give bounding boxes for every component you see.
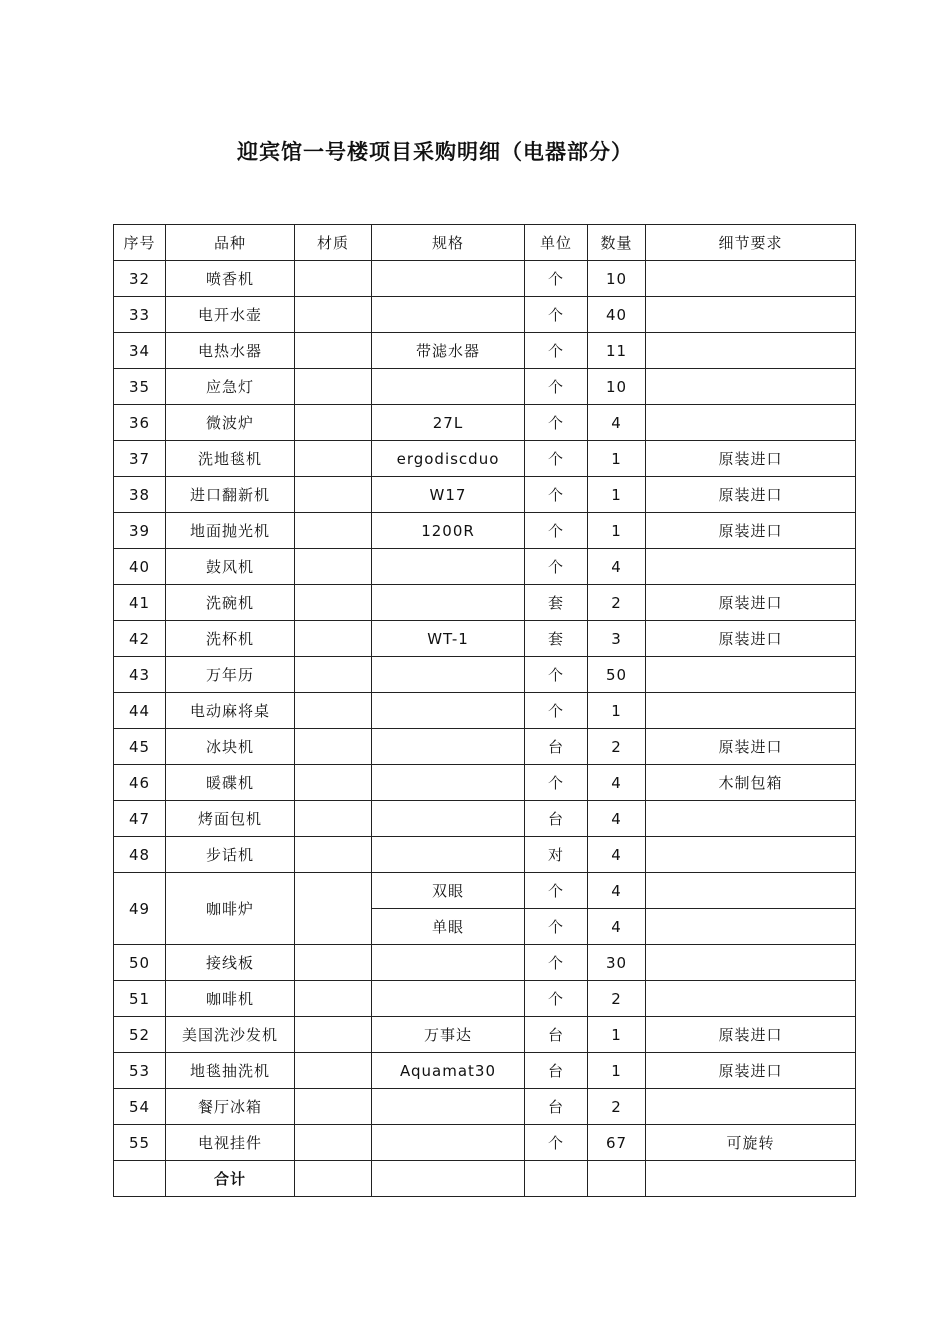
cell-name: 电开水壶 bbox=[166, 297, 295, 333]
cell-name: 进口翻新机 bbox=[166, 477, 295, 513]
cell-seq: 37 bbox=[114, 441, 166, 477]
cell-material bbox=[295, 837, 372, 873]
table-row bbox=[114, 369, 856, 405]
cell-unit: 个 bbox=[525, 297, 588, 333]
cell-name: 步话机 bbox=[166, 837, 295, 873]
cell-qty: 40 bbox=[588, 297, 646, 333]
cell-qty: 4 bbox=[588, 873, 646, 909]
cell-qty: 1 bbox=[588, 513, 646, 549]
cell-qty: 2 bbox=[588, 981, 646, 1017]
cell-detail bbox=[646, 981, 856, 1017]
cell-qty: 4 bbox=[588, 909, 646, 945]
cell-material bbox=[295, 477, 372, 513]
cell-spec bbox=[372, 693, 525, 729]
cell-qty: 50 bbox=[588, 657, 646, 693]
cell-qty: 1 bbox=[588, 441, 646, 477]
cell-detail bbox=[646, 909, 856, 945]
cell-material bbox=[295, 801, 372, 837]
cell-detail: 原装进口 bbox=[646, 1053, 856, 1089]
total-label: 合计 bbox=[166, 1161, 295, 1197]
cell-spec bbox=[372, 1125, 525, 1161]
cell-spec: 单眼 bbox=[372, 909, 525, 945]
cell-name: 咖啡机 bbox=[166, 981, 295, 1017]
cell-spec: 1200R bbox=[372, 513, 525, 549]
cell-seq: 47 bbox=[114, 801, 166, 837]
table-row bbox=[114, 981, 856, 1017]
cell-material bbox=[295, 693, 372, 729]
table-row bbox=[114, 405, 856, 441]
cell-material bbox=[295, 765, 372, 801]
table-row bbox=[114, 837, 856, 873]
header-spec: 规格 bbox=[372, 225, 525, 261]
cell-unit: 个 bbox=[525, 765, 588, 801]
cell-seq: 36 bbox=[114, 405, 166, 441]
cell-unit: 台 bbox=[525, 1017, 588, 1053]
cell-unit: 套 bbox=[525, 585, 588, 621]
cell-detail bbox=[646, 333, 856, 369]
cell-material bbox=[295, 513, 372, 549]
cell-empty bbox=[295, 1161, 372, 1197]
header-seq: 序号 bbox=[114, 225, 166, 261]
cell-material bbox=[295, 405, 372, 441]
cell-name: 冰块机 bbox=[166, 729, 295, 765]
cell-spec bbox=[372, 261, 525, 297]
cell-material bbox=[295, 1053, 372, 1089]
cell-spec bbox=[372, 549, 525, 585]
cell-name: 接线板 bbox=[166, 945, 295, 981]
cell-unit: 个 bbox=[525, 693, 588, 729]
cell-seq: 51 bbox=[114, 981, 166, 1017]
cell-seq: 54 bbox=[114, 1089, 166, 1125]
cell-unit: 个 bbox=[525, 909, 588, 945]
cell-unit: 个 bbox=[525, 333, 588, 369]
header-unit: 单位 bbox=[525, 225, 588, 261]
cell-detail bbox=[646, 801, 856, 837]
table-row bbox=[114, 1017, 856, 1053]
cell-material bbox=[295, 549, 372, 585]
cell-spec bbox=[372, 297, 525, 333]
table-row bbox=[114, 765, 856, 801]
cell-name: 电动麻将桌 bbox=[166, 693, 295, 729]
cell-detail bbox=[646, 837, 856, 873]
cell-detail: 可旋转 bbox=[646, 1125, 856, 1161]
cell-empty bbox=[372, 1161, 525, 1197]
table-row bbox=[114, 585, 856, 621]
cell-name: 烤面包机 bbox=[166, 801, 295, 837]
cell-qty: 11 bbox=[588, 333, 646, 369]
cell-qty: 1 bbox=[588, 693, 646, 729]
cell-material bbox=[295, 369, 372, 405]
cell-unit: 个 bbox=[525, 477, 588, 513]
cell-empty bbox=[646, 1161, 856, 1197]
cell-detail bbox=[646, 549, 856, 585]
cell-seq: 32 bbox=[114, 261, 166, 297]
cell-spec: W17 bbox=[372, 477, 525, 513]
cell-spec bbox=[372, 837, 525, 873]
cell-detail: 原装进口 bbox=[646, 1017, 856, 1053]
cell-seq: 53 bbox=[114, 1053, 166, 1089]
header-material: 材质 bbox=[295, 225, 372, 261]
cell-seq: 50 bbox=[114, 945, 166, 981]
cell-seq: 52 bbox=[114, 1017, 166, 1053]
cell-name: 喷香机 bbox=[166, 261, 295, 297]
cell-name: 万年历 bbox=[166, 657, 295, 693]
cell-detail: 原装进口 bbox=[646, 621, 856, 657]
cell-spec bbox=[372, 765, 525, 801]
table-row bbox=[114, 261, 856, 297]
cell-unit: 台 bbox=[525, 729, 588, 765]
cell-detail bbox=[646, 873, 856, 909]
cell-detail: 原装进口 bbox=[646, 729, 856, 765]
cell-unit: 个 bbox=[525, 945, 588, 981]
cell-spec: Aquamat30 bbox=[372, 1053, 525, 1089]
cell-spec bbox=[372, 585, 525, 621]
cell-spec: 27L bbox=[372, 405, 525, 441]
header-name: 品种 bbox=[166, 225, 295, 261]
cell-unit: 台 bbox=[525, 1089, 588, 1125]
cell-detail: 原装进口 bbox=[646, 477, 856, 513]
cell-material bbox=[295, 1089, 372, 1125]
cell-qty: 1 bbox=[588, 1053, 646, 1089]
cell-name: 应急灯 bbox=[166, 369, 295, 405]
cell-material bbox=[295, 261, 372, 297]
cell-spec bbox=[372, 657, 525, 693]
table-row bbox=[114, 477, 856, 513]
cell-name: 洗地毯机 bbox=[166, 441, 295, 477]
cell-material bbox=[295, 981, 372, 1017]
cell-unit: 个 bbox=[525, 405, 588, 441]
cell-seq: 39 bbox=[114, 513, 166, 549]
cell-detail bbox=[646, 369, 856, 405]
table-row bbox=[114, 333, 856, 369]
cell-qty: 4 bbox=[588, 765, 646, 801]
cell-qty: 30 bbox=[588, 945, 646, 981]
cell-unit: 个 bbox=[525, 657, 588, 693]
cell-seq bbox=[114, 1161, 166, 1197]
cell-qty: 1 bbox=[588, 1017, 646, 1053]
cell-spec: 双眼 bbox=[372, 873, 525, 909]
cell-name: 洗碗机 bbox=[166, 585, 295, 621]
cell-detail bbox=[646, 693, 856, 729]
cell-detail bbox=[646, 657, 856, 693]
cell-qty: 4 bbox=[588, 549, 646, 585]
cell-detail bbox=[646, 1089, 856, 1125]
cell-unit: 套 bbox=[525, 621, 588, 657]
cell-spec: 万事达 bbox=[372, 1017, 525, 1053]
cell-spec bbox=[372, 945, 525, 981]
cell-seq: 33 bbox=[114, 297, 166, 333]
cell-name: 暖碟机 bbox=[166, 765, 295, 801]
header-detail: 细节要求 bbox=[646, 225, 856, 261]
cell-seq: 35 bbox=[114, 369, 166, 405]
cell-material bbox=[295, 441, 372, 477]
table-header-row bbox=[114, 225, 856, 261]
cell-name: 电视挂件 bbox=[166, 1125, 295, 1161]
cell-spec bbox=[372, 1089, 525, 1125]
cell-unit: 个 bbox=[525, 873, 588, 909]
cell-qty: 4 bbox=[588, 801, 646, 837]
cell-spec bbox=[372, 729, 525, 765]
cell-seq: 48 bbox=[114, 837, 166, 873]
cell-seq: 34 bbox=[114, 333, 166, 369]
cell-unit: 个 bbox=[525, 549, 588, 585]
cell-material bbox=[295, 1017, 372, 1053]
cell-seq: 46 bbox=[114, 765, 166, 801]
header-qty: 数量 bbox=[588, 225, 646, 261]
cell-name: 地毯抽洗机 bbox=[166, 1053, 295, 1089]
cell-qty: 67 bbox=[588, 1125, 646, 1161]
table-row bbox=[114, 1089, 856, 1125]
cell-unit: 个 bbox=[525, 369, 588, 405]
cell-spec bbox=[372, 369, 525, 405]
cell-qty: 10 bbox=[588, 369, 646, 405]
cell-unit: 对 bbox=[525, 837, 588, 873]
cell-unit: 个 bbox=[525, 1125, 588, 1161]
table-row bbox=[114, 729, 856, 765]
cell-material bbox=[295, 657, 372, 693]
cell-qty: 2 bbox=[588, 1089, 646, 1125]
cell-detail: 木制包箱 bbox=[646, 765, 856, 801]
cell-unit: 个 bbox=[525, 513, 588, 549]
cell-seq: 43 bbox=[114, 657, 166, 693]
table-row bbox=[114, 1053, 856, 1089]
cell-seq: 45 bbox=[114, 729, 166, 765]
cell-detail bbox=[646, 405, 856, 441]
cell-detail bbox=[646, 297, 856, 333]
cell-seq: 38 bbox=[114, 477, 166, 513]
cell-unit: 个 bbox=[525, 261, 588, 297]
cell-qty: 2 bbox=[588, 585, 646, 621]
table-row bbox=[114, 1125, 856, 1161]
table-row bbox=[114, 657, 856, 693]
cell-seq: 55 bbox=[114, 1125, 166, 1161]
procurement-table bbox=[113, 224, 856, 1197]
cell-material bbox=[295, 621, 372, 657]
table-row bbox=[114, 693, 856, 729]
table-row bbox=[114, 621, 856, 657]
cell-spec bbox=[372, 981, 525, 1017]
table-row bbox=[114, 297, 856, 333]
cell-unit: 个 bbox=[525, 441, 588, 477]
cell-name: 餐厅冰箱 bbox=[166, 1089, 295, 1125]
page-title: 迎宾馆一号楼项目采购明细（电器部分） bbox=[237, 140, 633, 164]
cell-material bbox=[295, 333, 372, 369]
table-row bbox=[114, 549, 856, 585]
cell-name: 地面抛光机 bbox=[166, 513, 295, 549]
cell-detail bbox=[646, 261, 856, 297]
cell-seq: 41 bbox=[114, 585, 166, 621]
cell-spec: ergodiscduo bbox=[372, 441, 525, 477]
cell-unit: 个 bbox=[525, 981, 588, 1017]
table-row bbox=[114, 513, 856, 549]
cell-seq: 49 bbox=[114, 873, 166, 945]
cell-seq: 44 bbox=[114, 693, 166, 729]
cell-name: 洗杯机 bbox=[166, 621, 295, 657]
cell-seq: 42 bbox=[114, 621, 166, 657]
cell-qty: 2 bbox=[588, 729, 646, 765]
cell-material bbox=[295, 945, 372, 981]
cell-material bbox=[295, 585, 372, 621]
cell-empty bbox=[525, 1161, 588, 1197]
cell-detail: 原装进口 bbox=[646, 441, 856, 477]
cell-material bbox=[295, 873, 372, 945]
cell-qty: 10 bbox=[588, 261, 646, 297]
cell-qty: 4 bbox=[588, 405, 646, 441]
cell-spec: 带滤水器 bbox=[372, 333, 525, 369]
cell-material bbox=[295, 297, 372, 333]
cell-material bbox=[295, 1125, 372, 1161]
cell-spec bbox=[372, 801, 525, 837]
cell-qty: 1 bbox=[588, 477, 646, 513]
table-row bbox=[114, 873, 856, 909]
cell-name: 咖啡炉 bbox=[166, 873, 295, 945]
cell-name: 鼓风机 bbox=[166, 549, 295, 585]
cell-spec: WT-1 bbox=[372, 621, 525, 657]
cell-qty: 3 bbox=[588, 621, 646, 657]
cell-name: 美国洗沙发机 bbox=[166, 1017, 295, 1053]
cell-name: 微波炉 bbox=[166, 405, 295, 441]
cell-qty: 4 bbox=[588, 837, 646, 873]
cell-material bbox=[295, 729, 372, 765]
cell-seq: 40 bbox=[114, 549, 166, 585]
cell-detail bbox=[646, 945, 856, 981]
cell-detail: 原装进口 bbox=[646, 513, 856, 549]
total-row bbox=[114, 1161, 856, 1197]
cell-detail: 原装进口 bbox=[646, 585, 856, 621]
table-row bbox=[114, 441, 856, 477]
table-row bbox=[114, 945, 856, 981]
table-row bbox=[114, 801, 856, 837]
cell-unit: 台 bbox=[525, 1053, 588, 1089]
cell-empty bbox=[588, 1161, 646, 1197]
cell-name: 电热水器 bbox=[166, 333, 295, 369]
cell-unit: 台 bbox=[525, 801, 588, 837]
